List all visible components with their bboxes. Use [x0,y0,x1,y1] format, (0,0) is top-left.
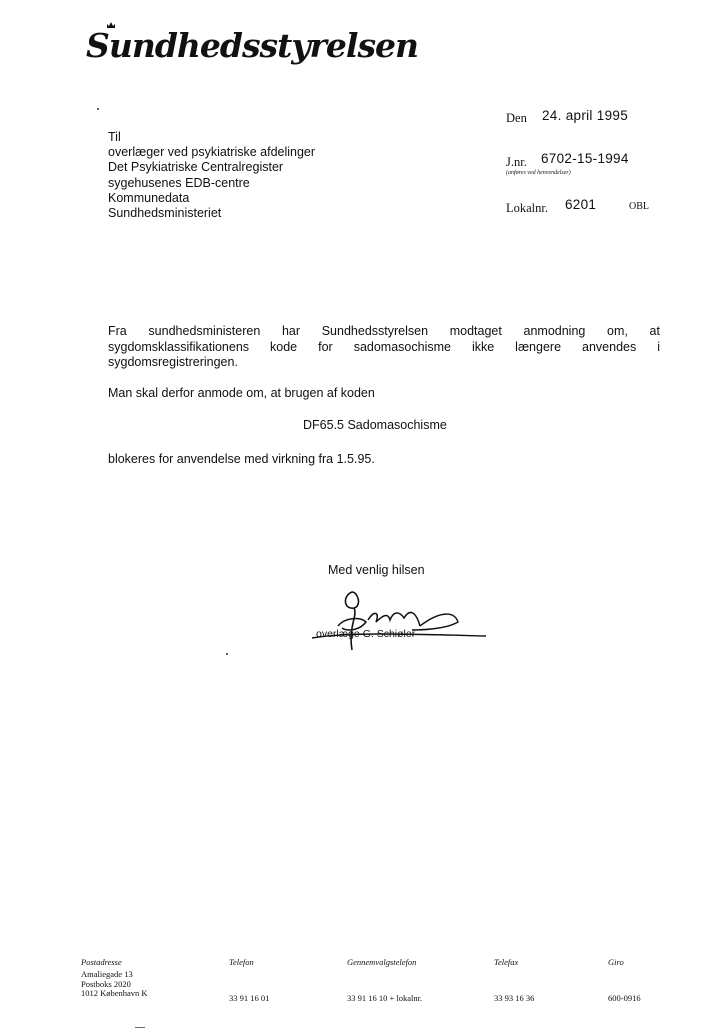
date-label: Den [506,111,527,125]
footer-fax-value: 33 93 16 36 [494,993,535,1003]
paragraph-1 [108,324,660,371]
paragraph-2: Man skal derfor anmode om, at brugen af koden [108,386,375,400]
scan-speck [97,108,99,110]
footer-address-line: 1012 København K [81,988,148,998]
initials: OBL [629,201,649,212]
recipient-line: Sundhedsministeriet [108,206,222,221]
code-line: DF65.5 Sadomasochisme [303,418,447,432]
footer-address-line: Postboks 2020 [81,978,131,989]
footer-address-label: Postadresse [81,957,122,967]
footer-phone-value: 33 91 16 01 [229,993,270,1003]
lokal-label: Lokalnr. [506,201,549,215]
footer-giro-value: 600-0916 [608,993,641,1003]
logo: Sundhedsstyrelsen [86,26,419,65]
para1-line-3: sygdomsregistreringen. [108,355,238,369]
paragraph-1-line [108,340,660,356]
signer-name: overlæge G. Schiøler [316,628,416,640]
scan-mark [135,1027,145,1028]
footer-address-line: Amaliegade 13 [81,969,133,979]
jnr-note: (anføres ved henvendelser) [506,170,571,176]
lokal-value: 6201 [565,197,597,212]
footer-phone-label: Telefon [229,957,254,967]
footer-address [81,970,148,999]
paragraph-1-line [108,355,660,371]
recipient-line: overlæger ved psykiatriske afdelinger [108,145,316,160]
para1-line-1: Fra sundhedsministeren har Sundhedsstyrelsen modtaget anmodning om, at [108,324,660,338]
recipient-heading: Til [108,130,121,144]
recipient-line: Kommunedata [108,190,190,205]
signature [308,582,488,654]
date-value: 24. april 1995 [542,108,629,123]
para1-line-2: sygdomsklassifikationens kode for sadomasochisme ikke længere anvendes i [108,339,660,354]
footer-fax-label: Telefax [494,957,519,967]
paragraph-1-line [108,324,660,340]
footer-direct-label: Gennemvalgstelefon [347,957,417,967]
recipient-line: Det Psykiatriske Centralregister [108,160,284,175]
recipient-line: sygehusenes EDB-centre [108,175,250,190]
footer-direct-value: 33 91 16 10 + lokalnr. [347,993,423,1003]
jnr-value: 6702-15-1994 [541,151,629,166]
recipient-block [108,130,315,221]
closing-greeting: Med venlig hilsen [328,563,425,577]
footer-giro-label: Giro [608,957,624,967]
scan-speck [226,653,228,655]
jnr-label: J.nr. [506,155,527,169]
paragraph-3: blokeres for anvendelse med virkning fra 1.5.95. [108,452,375,466]
